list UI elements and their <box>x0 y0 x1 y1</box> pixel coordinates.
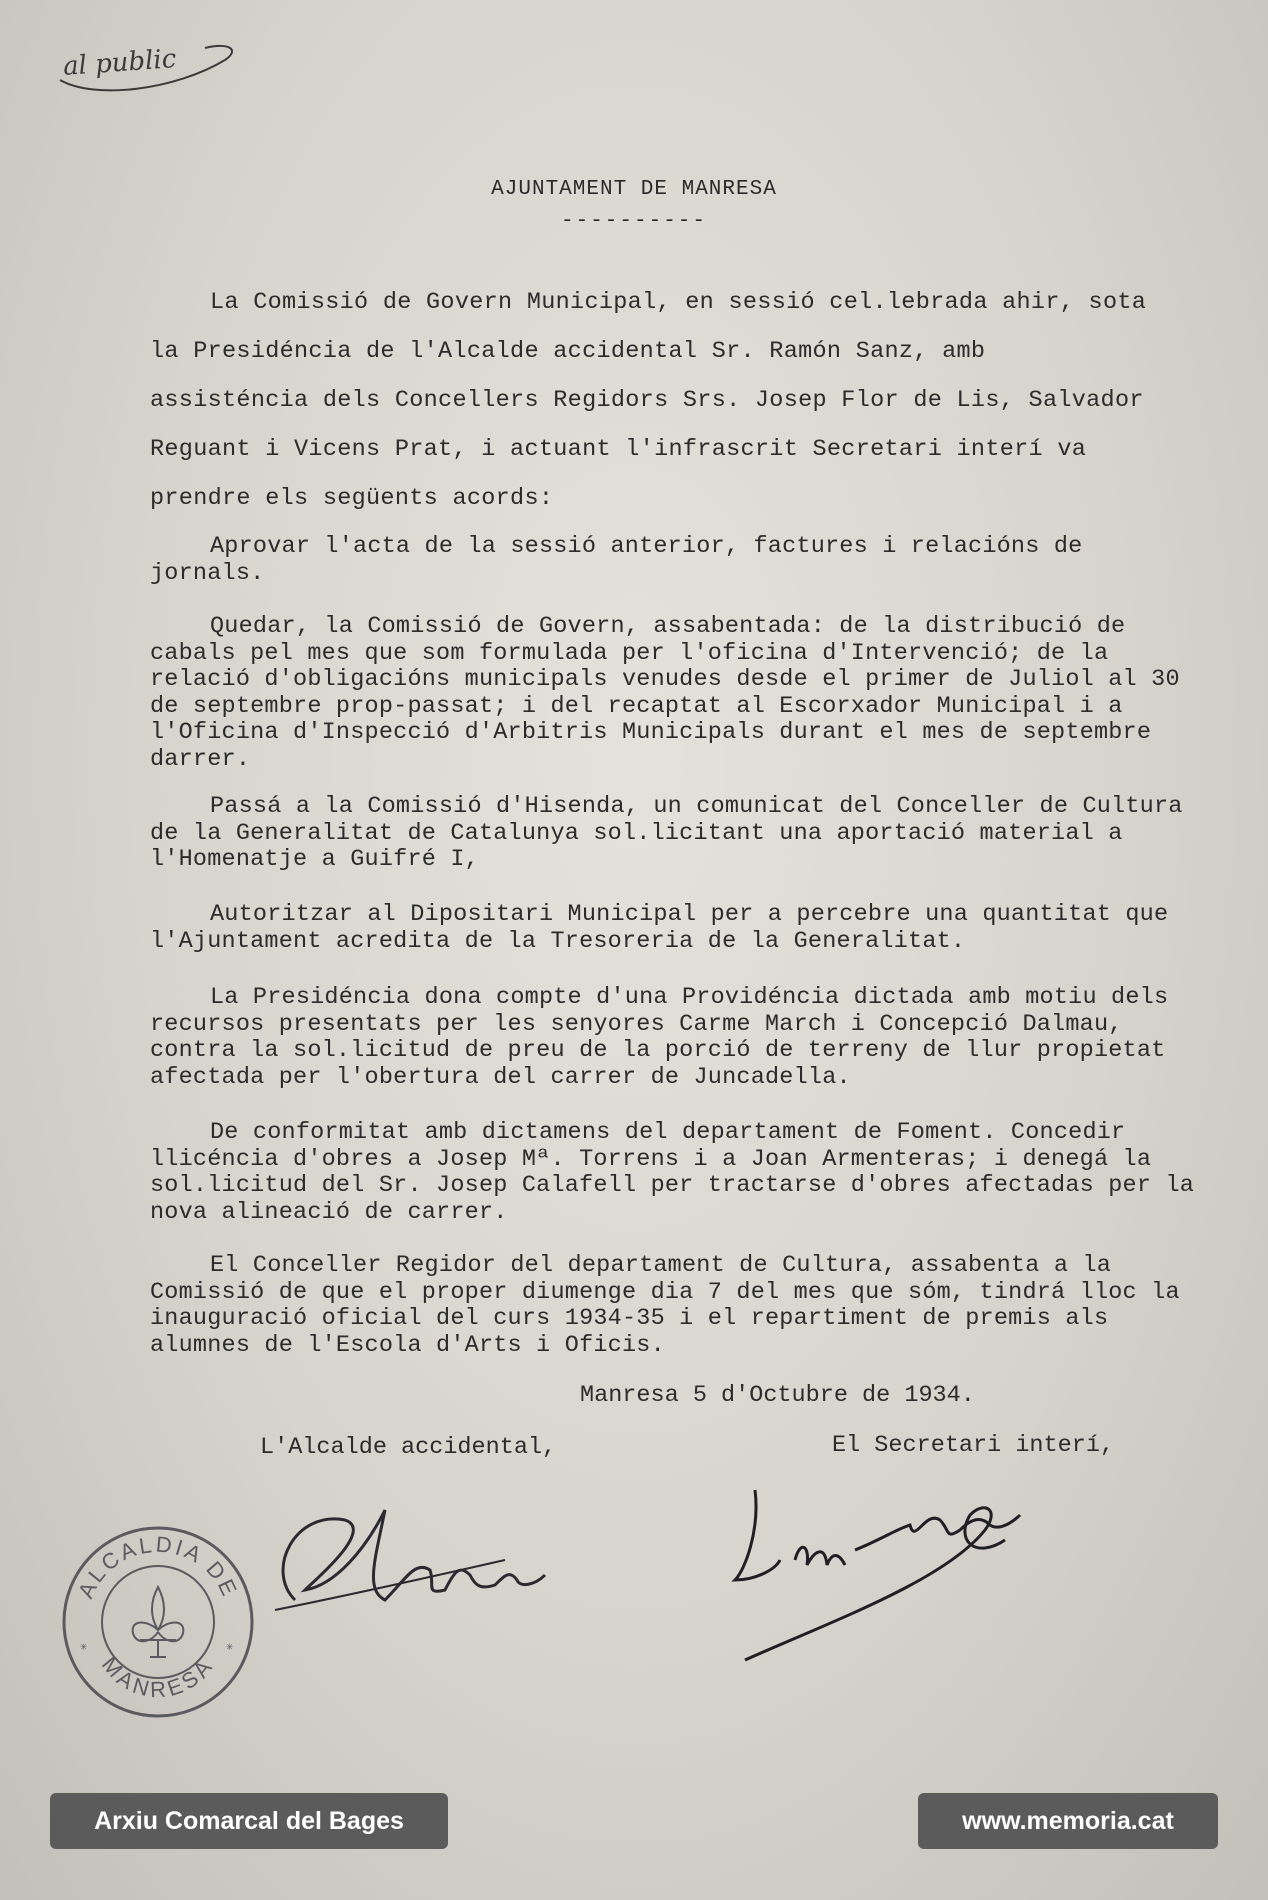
paragraph-1: Aprovar l'acta de la sessió anterior, factures i relacións de jornals. <box>150 533 1083 587</box>
handwritten-note <box>55 30 245 105</box>
title-underline: ---------- <box>560 210 708 233</box>
stamp-bottom-text: MANRESA <box>96 1651 220 1703</box>
handwritten-note-text: al public <box>62 44 178 82</box>
paragraph-4: Autoritzar al Dipositari Municipal per a percebre una quantitat que l'Ajuntament acredita de la Tresoreria de la Generalitat. <box>150 901 1169 955</box>
stamp-star-left-icon: ✳ <box>80 1639 88 1653</box>
stamp-top-text: ALCALDIA DE <box>72 1531 244 1603</box>
paragraph-2: Quedar, la Comissió de Govern, assabentada: de la distribució de cabals pel mes que som formulada per l'oficina d'Intervenció; de la relació d'obligacións municipals venudes desde el primer de Juliol al 30 de septembre prop-passat; i del recaptat al Escorxador Municipal i a l'Oficina d'Inspecció d'Arbitris Municipals durant el mes de septembre darrer. <box>150 613 1180 773</box>
fleur-de-lis-icon <box>133 1587 184 1657</box>
mayor-signature <box>255 1490 555 1640</box>
secretary-signature-label: El Secretari interí, <box>832 1432 1115 1459</box>
document-title: AJUNTAMENT DE MANRESA <box>491 178 777 201</box>
paragraph-3: Passá a la Comissió d'Hisenda, un comunicat del Conceller de Cultura de la Generalitat de Catalunya sol.licitant una aportació material a l'Homenatje a Guifré I, <box>150 793 1183 873</box>
svg-text:MANRESA <box>97 1652 219 1702</box>
stamp-star-right-icon: ✳ <box>226 1639 234 1653</box>
secretary-signature <box>715 1470 1175 1680</box>
dateline: Manresa 5 d'Octubre de 1934. <box>580 1382 975 1409</box>
paragraph-6: De conformitat amb dictamens del departament de Foment. Concedir llicéncia d'obres a Josep Mª. Torrens i a Joan Armenteras; i denegá la sol.licitud del Sr. Josep Calafell per tractarse d'obres afectadas per la nova alineació de carrer. <box>150 1119 1195 1226</box>
archive-badge: Arxiu Comarcal del Bages <box>50 1793 448 1849</box>
mayor-signature-label: L'Alcalde accidental, <box>260 1434 557 1461</box>
website-badge: www.memoria.cat <box>918 1793 1218 1849</box>
municipal-stamp <box>58 1522 258 1722</box>
paragraph-5: La Presidéncia dona compte d'una Providéncia dictada amb motiu dels recursos presentats per les senyores Carme March i Concepció Dalmau, contra la sol.licitud de preu de la porció de terreny de llur propietat afectada per l'obertura del carrer de Juncadella. <box>150 984 1169 1091</box>
intro-paragraph: La Comissió de Govern Municipal, en sessió cel.lebrada ahir, sota la Presidéncia de l'Alcalde accidental Sr. Ramón Sanz, amb assisténcia dels Concellers Regidors Srs. Josep Flor de Lis, Salvador Reguant i Vicens Prat, i actuant l'infrascrit Secretari interí va prendre els següents acords: <box>150 289 1147 512</box>
paragraph-7: El Conceller Regidor del departament de Cultura, assabenta a la Comissió de que el proper diumenge dia 7 del mes que sóm, tindrá lloc la inauguració oficial del curs 1934-35 i el repartiment de premis als alumnes de l'Escola d'Arts i Oficis. <box>150 1252 1180 1359</box>
